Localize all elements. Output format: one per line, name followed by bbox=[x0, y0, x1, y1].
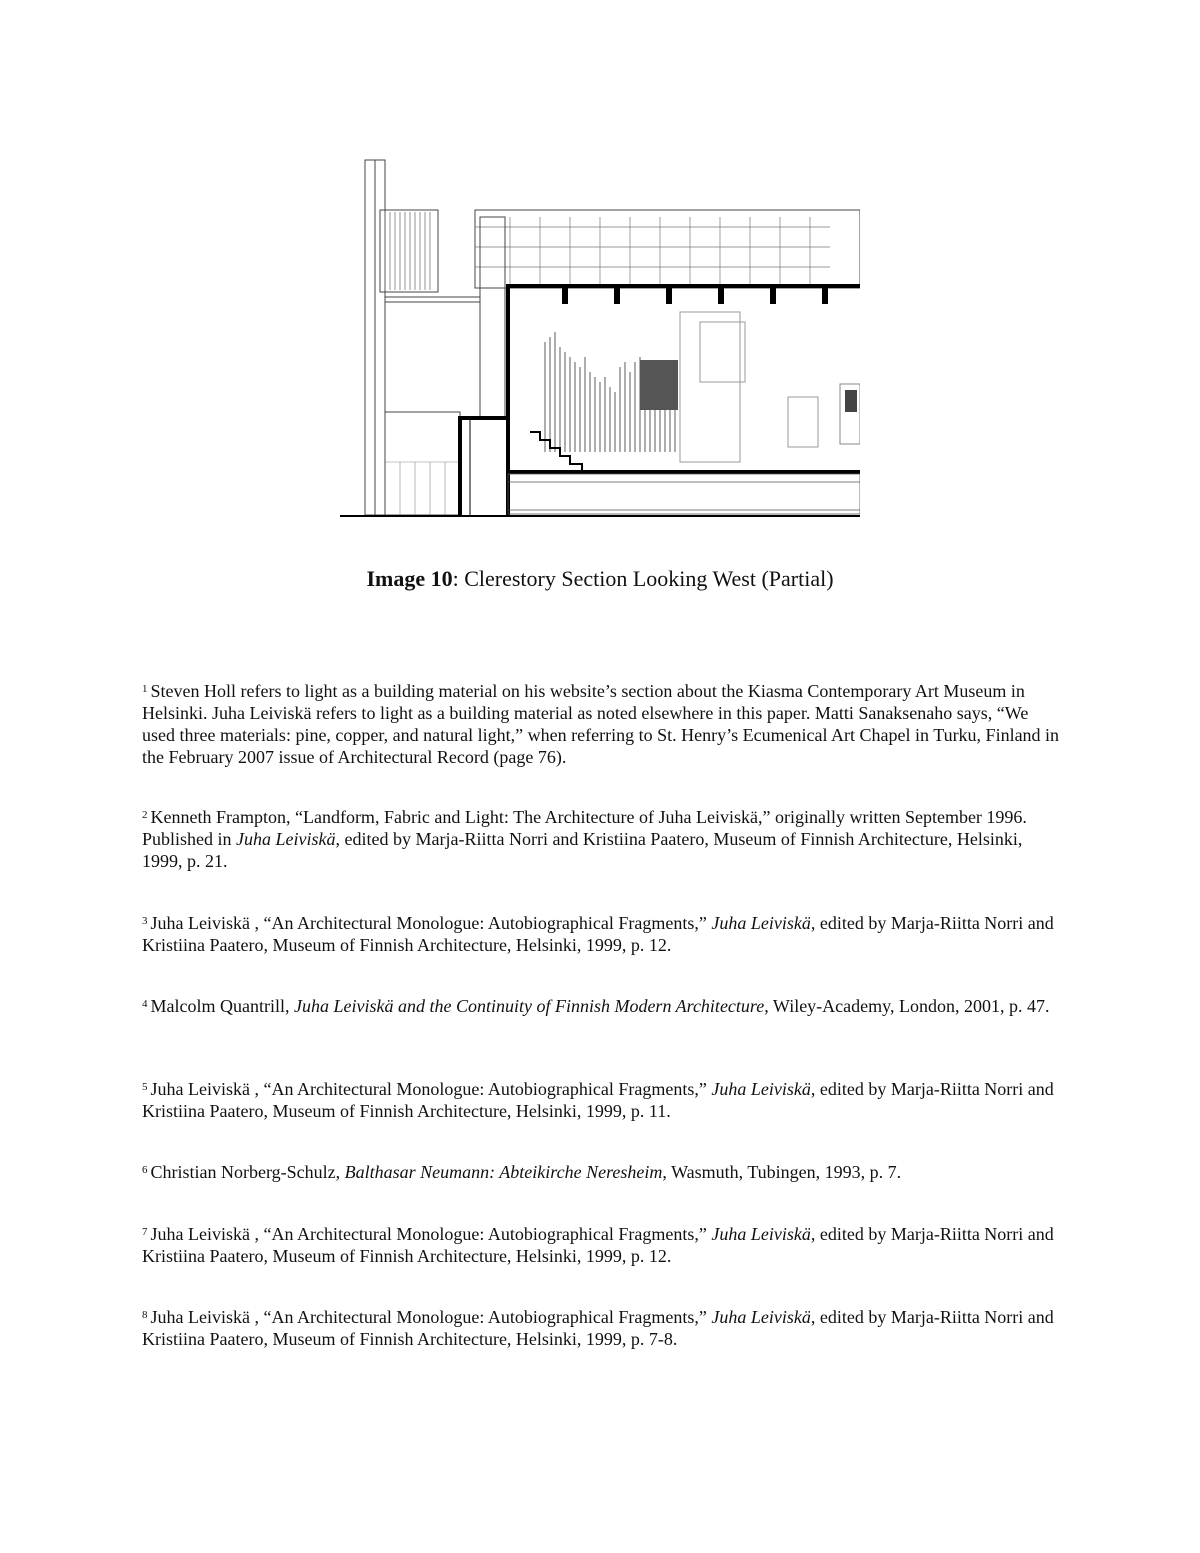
footnote-number: 2 bbox=[142, 809, 148, 821]
caption-label: Image 10 bbox=[366, 566, 453, 591]
footnote-number: 7 bbox=[142, 1226, 148, 1238]
footnote-text: Juha Leiviskä , “An Architectural Monologue: Autobiographical Fragments,” bbox=[150, 1079, 712, 1099]
footnote-5 bbox=[142, 1078, 1062, 1122]
footnote-text: , edited by Marja-Riitta Norri and Kristiina Paatero, Museum of Finnish Architecture, Helsinki, 1999, p. 21. bbox=[142, 829, 1023, 871]
section-drawing-svg bbox=[340, 152, 860, 524]
footnote-title: Juha Leiviskä and the Continuity of Finnish Modern Architecture bbox=[293, 996, 765, 1016]
footnote-text: , edited by Marja-Riitta Norri and Kristiina Paatero, Museum of Finnish Architecture, Helsinki, 1999, p. 7-8. bbox=[142, 1307, 1054, 1349]
footnote-2 bbox=[142, 806, 1062, 872]
footnote-number: 3 bbox=[142, 915, 148, 927]
footnote-number: 8 bbox=[142, 1309, 148, 1321]
caption-text: : Clerestory Section Looking West (Partial) bbox=[452, 566, 834, 591]
footnote-number: 6 bbox=[142, 1164, 148, 1176]
footnote-text: , Wiley-Academy, London, 2001, p. 47. bbox=[764, 996, 1050, 1016]
footnote-text: Malcolm Quantrill, bbox=[150, 996, 294, 1016]
footnote-7 bbox=[142, 1223, 1062, 1267]
footnote-text: Juha Leiviskä , “An Architectural Monologue: Autobiographical Fragments,” bbox=[150, 1224, 712, 1244]
footnote-text: , edited by Marja-Riitta Norri and Kristiina Paatero, Museum of Finnish Architecture, Helsinki, 1999, p. 12. bbox=[142, 1224, 1054, 1266]
figure-caption bbox=[0, 564, 1200, 594]
footnote-text: Juha Leiviskä , “An Architectural Monologue: Autobiographical Fragments,” bbox=[150, 1307, 712, 1327]
footnote-title: Juha Leiviskä bbox=[711, 1224, 811, 1244]
footnote-title: Juha Leiviskä bbox=[711, 1079, 811, 1099]
footnote-text: , edited by Marja-Riitta Norri and Kristiina Paatero, Museum of Finnish Architecture, Helsinki, 1999, p. 12. bbox=[142, 913, 1054, 955]
footnote-text: , edited by Marja-Riitta Norri and Kristiina Paatero, Museum of Finnish Architecture, Helsinki, 1999, p. 11. bbox=[142, 1079, 1054, 1121]
footnote-title: Juha Leiviskä bbox=[711, 913, 811, 933]
footnote-4 bbox=[142, 995, 1062, 1017]
footnote-3 bbox=[142, 912, 1062, 956]
footnote-text: Juha Leiviskä , “An Architectural Monologue: Autobiographical Fragments,” bbox=[150, 913, 712, 933]
footnote-title: Juha Leiviskä bbox=[236, 829, 336, 849]
footnote-text: Christian Norberg-Schulz, bbox=[150, 1162, 345, 1182]
footnote-8 bbox=[142, 1306, 1062, 1350]
footnote-text: Steven Holl refers to light as a building material on his website’s section about the Kiasma Contemporary Art Museum in Helsinki. Juha Leiviskä refers to light as a building material as noted elsewhere in this paper. Matti Sanaksenaho says, “We used three materials: pine, copper, and natural light,” when referring to St. Henry’s Ecumenical Art Chapel in Turku, Finland in the February 2007 issue of Architectural Record (page 76). bbox=[142, 681, 1060, 767]
section-drawing bbox=[340, 152, 860, 524]
footnote-6 bbox=[142, 1161, 1062, 1183]
footnote-1 bbox=[142, 680, 1062, 768]
footnote-text: Kenneth Frampton, “Landform, Fabric and Light: The Architecture of Juha Leiviskä,” originally written September 1996. Published in bbox=[142, 807, 1027, 849]
footnote-number: 4 bbox=[142, 998, 148, 1010]
footnote-title: Balthasar Neumann: Abteikirche Neresheim bbox=[344, 1162, 663, 1182]
footnote-number: 5 bbox=[142, 1081, 148, 1093]
footnote-title: Juha Leiviskä bbox=[711, 1307, 811, 1327]
footnote-text: , Wasmuth, Tubingen, 1993, p. 7. bbox=[662, 1162, 902, 1182]
footnote-number: 1 bbox=[142, 683, 148, 695]
